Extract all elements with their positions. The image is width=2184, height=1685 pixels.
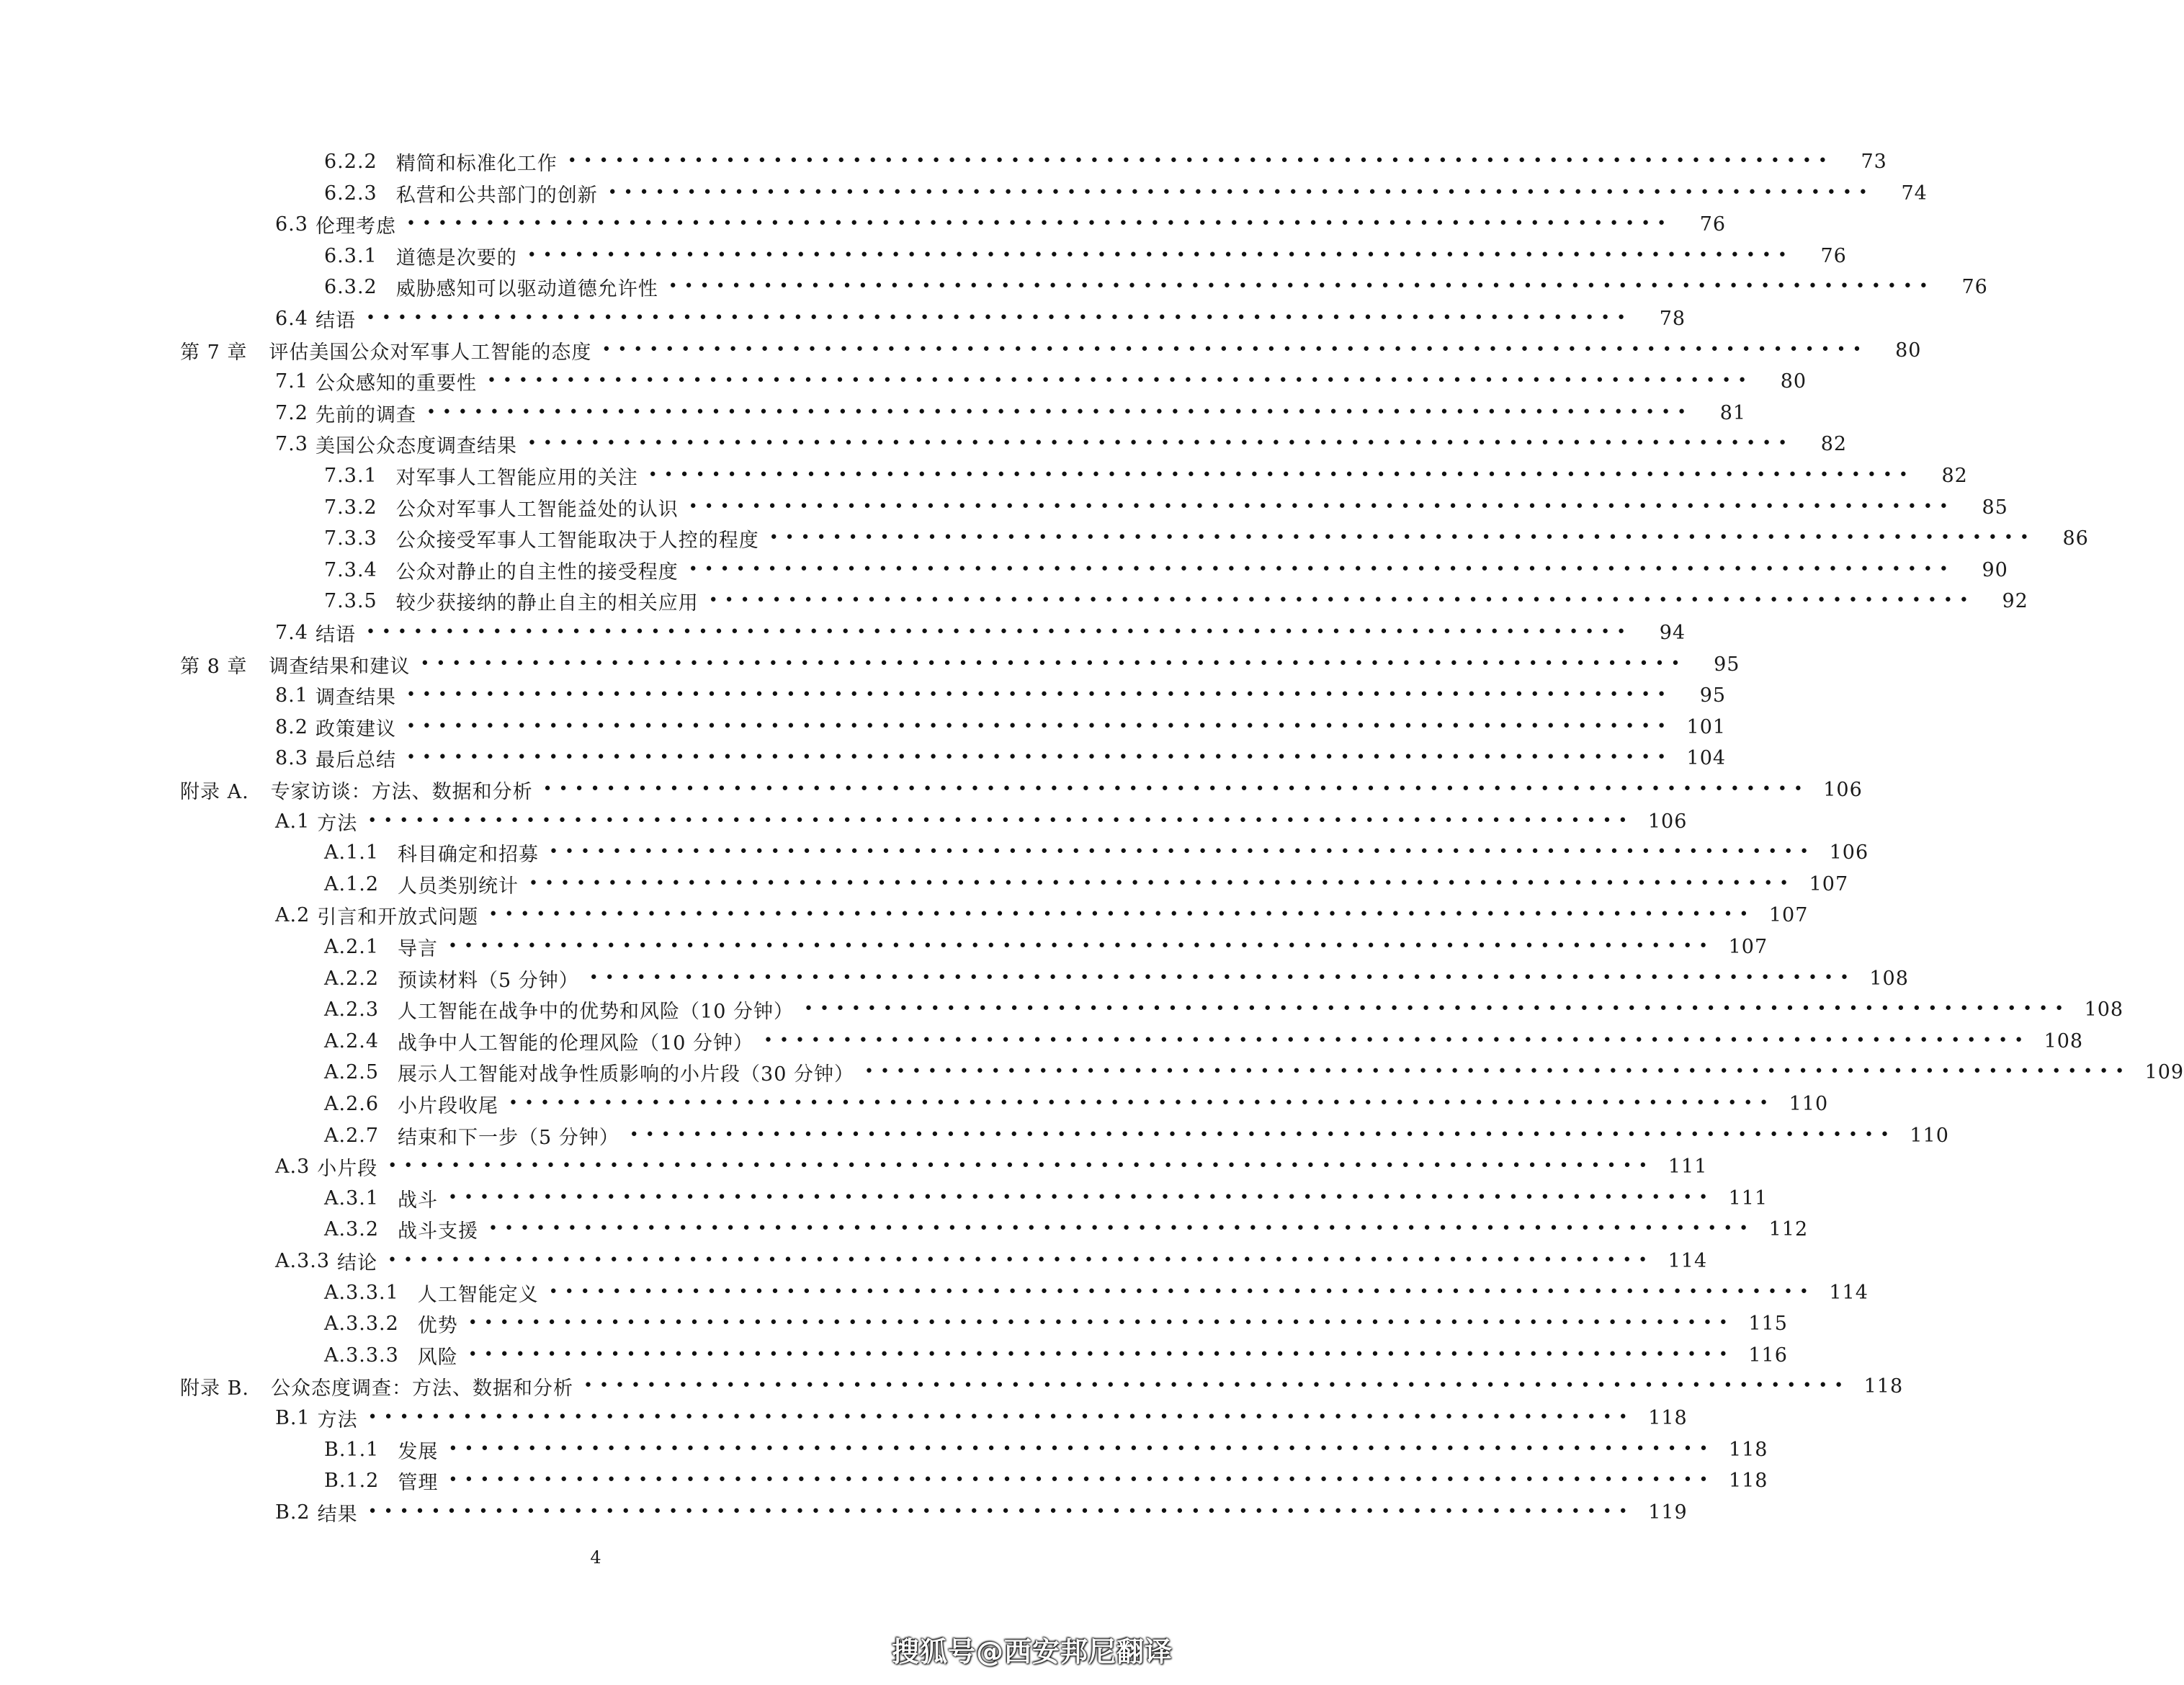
toc-leader-dots: •••••••••••••••••••••••••••••••••••••••••••••••••••••••••••••••••••••••••••••••• xyxy=(365,623,1633,641)
toc-entry-page: 76 xyxy=(1699,213,1727,236)
toc-leader-dots: •••••••••••••••••••••••••••••••••••••••••••••••••••••••••••••••••••••••••••••••• xyxy=(467,1314,1735,1332)
toc-entry-page: 86 xyxy=(2062,527,2089,550)
toc-entry-page: 114 xyxy=(1829,1281,1869,1304)
toc-leader-dots: •••••••••••••••••••••••••••••••••••••••••••••••••••••••••••••••••••••••••••••••• xyxy=(367,812,1634,830)
toc-entry-number: 7.3.4 xyxy=(324,558,377,581)
toc-entry-page: 76 xyxy=(1961,275,1988,298)
toc-leader-dots: •••••••••••••••••••••••••••••••••••••••••••••••••••••••••••••••••••••••••••••••• xyxy=(365,309,1633,327)
toc-entry-number: A.1 xyxy=(275,810,310,833)
toc-leader-dots: •••••••••••••••••••••••••••••••••••••••••••••••••••••••••••••••••••••••••••••••• xyxy=(426,403,1693,421)
toc-entry xyxy=(275,1402,1688,1434)
toc-entry-number: A.2.6 xyxy=(324,1092,380,1115)
toc-leader-dots: •••••••••••••••••••••••••••••••••••••••••••••••••••••••••••••••••••••••••••••••• xyxy=(688,560,1955,578)
toc-leader-dots: •••••••••••••••••••••••••••••••••••••••••••••••••••••••••••••••••••••••••••••••• xyxy=(448,937,1715,955)
toc-entry-number: 7.2 xyxy=(275,401,308,424)
toc-entry-title: 结论 xyxy=(337,1251,378,1274)
toc-entry-title: 公众态度调查：方法、数据和分析 xyxy=(271,1377,574,1400)
toc-entry-page: 101 xyxy=(1686,715,1727,738)
toc-entry xyxy=(275,617,1686,648)
toc-leader-dots: •••••••••••••••••••••••••••••••••••••••••••••••••••••••••••••••••••••••••••••••• xyxy=(648,466,1915,484)
toc-entry-page: 107 xyxy=(1809,872,1849,895)
toc-entry-number: 7.3.3 xyxy=(324,527,377,550)
toc-entry-number: A.3.3.2 xyxy=(324,1312,399,1335)
toc-entry-title: 威胁感知可以驱动道德允许性 xyxy=(395,277,658,300)
toc-entry-number: A.1.2 xyxy=(324,872,380,895)
toc-leader-dots: •••••••••••••••••••••••••••••••••••••••••••••••••••••••••••••••••••••••••••••••• xyxy=(367,1408,1634,1426)
toc-entry xyxy=(324,868,1849,900)
toc-entry-page: 78 xyxy=(1659,307,1686,330)
toc-entry-number: B.1 xyxy=(275,1406,310,1429)
toc-entry-title: 结束和下一步（5 分钟） xyxy=(398,1126,619,1149)
toc-entry-title: 伦理考虑 xyxy=(315,215,396,238)
toc-entry-title: 展示人工智能对战争性质影响的小片段（30 分钟） xyxy=(398,1063,854,1086)
toc-entry-title: 优势 xyxy=(417,1314,458,1337)
toc-entry-number: A.2.2 xyxy=(324,967,380,990)
toc-leader-dots: •••••••••••••••••••••••••••••••••••••••••••••••••••••••••••••••••••••••••••••••• xyxy=(527,246,1794,264)
toc-entry-title: 发展 xyxy=(398,1440,439,1463)
toc-entry-number: 8.1 xyxy=(275,684,308,707)
toc-entry-title: 风险 xyxy=(417,1346,458,1369)
toc-entry xyxy=(324,1088,1829,1119)
toc-leader-dots: •••••••••••••••••••••••••••••••••••••••••••••••••••••••••••••••••••••••••••••••• xyxy=(420,655,1687,673)
toc-entry xyxy=(324,1056,2184,1088)
toc-entry xyxy=(324,1119,1949,1151)
toc-entry-page: 85 xyxy=(1982,496,2008,519)
toc-leader-dots: •••••••••••••••••••••••••••••••••••••••••••••••••••••••••••••••••••••••••••••••• xyxy=(488,906,1755,924)
toc-entry-page: 80 xyxy=(1895,339,1922,362)
toc-entry-title: 结语 xyxy=(315,309,356,332)
toc-entry xyxy=(275,679,1727,711)
toc-entry xyxy=(275,397,1747,429)
toc-entry-number: 第 7 章 xyxy=(180,341,248,364)
toc-entry-page: 95 xyxy=(1699,684,1727,707)
toc-entry-title: 管理 xyxy=(398,1471,439,1494)
toc-entry-number: A.3.3.3 xyxy=(324,1344,399,1367)
toc-entry xyxy=(324,1213,1809,1245)
toc-leader-dots: •••••••••••••••••••••••••••••••••••••••••••••••••••••••••••••••••••••••••••••••• xyxy=(668,277,1935,295)
toc-entry-number: B.2 xyxy=(275,1501,310,1524)
toc-leader-dots: •••••••••••••••••••••••••••••••••••••••••••••••••••••••••••••••••••••••••••••••• xyxy=(486,372,1754,390)
toc-entry-title: 引言和开放式问题 xyxy=(317,906,479,929)
toc-entry-number: 8.3 xyxy=(275,746,308,769)
toc-entry-page: 81 xyxy=(1719,401,1747,424)
toc-entry-page: 82 xyxy=(1820,432,1848,455)
toc-entry-page: 110 xyxy=(1910,1124,1949,1147)
toc-entry xyxy=(275,1496,1688,1528)
toc-entry-page: 116 xyxy=(1748,1344,1788,1367)
toc-entry-title: 战争中人工智能的伦理风险（10 分钟） xyxy=(398,1032,753,1055)
toc-entry-title: 私营和公共部门的创新 xyxy=(395,184,598,207)
toc-entry-title: 较少获接纳的静止自主的相关应用 xyxy=(395,591,699,614)
toc-entry xyxy=(275,899,1809,931)
toc-leader-dots: •••••••••••••••••••••••••••••••••••••••••••••••••••••••••••••••••••••••••••••••• xyxy=(769,529,2036,547)
toc-entry-page: 104 xyxy=(1686,746,1727,769)
toc-entry-page: 114 xyxy=(1668,1249,1708,1272)
toc-entry-title: 专家访谈：方法、数据和分析 xyxy=(270,780,533,803)
toc-leader-dots: •••••••••••••••••••••••••••••••••••••••••••••••••••••••••••••••••••••••••••••••• xyxy=(448,1471,1715,1489)
toc-leader-dots: •••••••••••••••••••••••••••••••••••••••••••••••••••••••••••••••••••••••••••••••• xyxy=(467,1346,1735,1364)
toc-entry-number: 7.3.1 xyxy=(324,464,377,487)
toc-entry-number: 7.1 xyxy=(275,370,308,393)
toc-entry xyxy=(275,428,1848,460)
toc-entry-page: 106 xyxy=(1823,778,1863,801)
toc-entry-number: B.1.2 xyxy=(324,1469,380,1492)
toc-entry-page: 74 xyxy=(1901,182,1928,205)
toc-leader-dots: •••••••••••••••••••••••••••••••••••••••••••••••••••••••••••••••••••••••••••••••• xyxy=(803,1000,2071,1018)
watermark: 搜狐号@西安邦尼翻译 xyxy=(891,1636,1173,1668)
toc-entry-page: 107 xyxy=(1728,935,1768,958)
toc-entry-page: 108 xyxy=(1869,967,1909,990)
toc-entry-number: 6.3 xyxy=(275,213,308,236)
toc-entry xyxy=(324,1465,1768,1496)
toc-entry-page: 106 xyxy=(1829,841,1869,864)
toc-entry-number: 6.3.1 xyxy=(324,244,377,267)
toc-leader-dots: •••••••••••••••••••••••••••••••••••••••••••••••••••••••••••••••••••••••••••••••• xyxy=(406,215,1673,233)
toc-entry xyxy=(324,1339,1788,1371)
toc-leader-dots: •••••••••••••••••••••••••••••••••••••••••••••••••••••••••••••••••••••••••••••••• xyxy=(864,1063,2131,1081)
toc-entry-number: 附录 A. xyxy=(180,780,249,803)
toc-entry xyxy=(275,711,1727,743)
toc-entry-title: 精简和标准化工作 xyxy=(395,152,558,175)
toc-entry-number: A.1.1 xyxy=(324,841,380,864)
toc-entry-page: 107 xyxy=(1768,903,1809,926)
toc-entry-title: 人工智能定义 xyxy=(417,1283,539,1306)
toc-entry-number: 8.2 xyxy=(275,715,308,738)
toc-entry-number: 6.4 xyxy=(275,307,308,330)
toc-entry-number: 7.3 xyxy=(275,432,308,455)
toc-leader-dots: •••••••••••••••••••••••••••••••••••••••••••••••••••••••••••••••••••••••••••••••• xyxy=(708,591,1975,609)
toc-entry-title: 结语 xyxy=(315,623,356,646)
toc-entry-page: 119 xyxy=(1648,1501,1688,1524)
toc-entry xyxy=(180,334,1922,366)
toc-entry xyxy=(180,774,1863,805)
toc-entry-number: A.3.1 xyxy=(324,1186,380,1210)
toc-leader-dots: •••••••••••••••••••••••••••••••••••••••••••••••••••••••••••••••••••••••••••••••• xyxy=(542,780,1809,798)
toc-entry-page: 118 xyxy=(1863,1375,1904,1398)
toc-entry-page: 118 xyxy=(1648,1406,1688,1429)
toc-entry xyxy=(324,1277,1869,1308)
toc-entry xyxy=(324,240,1847,272)
toc-leader-dots: •••••••••••••••••••••••••••••••••••••••••••••••••••••••••••••••••••••••••••••••• xyxy=(567,152,1834,170)
toc-leader-dots: •••••••••••••••••••••••••••••••••••••••••••••••••••••••••••••••••••••••••••••••• xyxy=(448,1440,1715,1458)
toc-entry xyxy=(324,554,2008,586)
toc-entry-title: 对军事人工智能应用的关注 xyxy=(395,466,638,489)
toc-leader-dots: •••••••••••••••••••••••••••••••••••••••••••••••••••••••••••••••••••••••••••••••• xyxy=(388,1251,1655,1269)
toc-entry-page: 109 xyxy=(2144,1060,2184,1083)
toc-entry-title: 先前的调查 xyxy=(315,403,416,426)
toc-entry-page: 118 xyxy=(1728,1438,1768,1461)
toc-entry-page: 108 xyxy=(2084,998,2124,1021)
toc-entry-title: 调查结果 xyxy=(315,686,396,709)
toc-entry xyxy=(275,208,1727,240)
toc-entry xyxy=(324,177,1928,209)
toc-entry-page: 111 xyxy=(1668,1155,1708,1178)
toc-entry-title: 公众接受军事人工智能取决于人控的程度 xyxy=(395,529,759,552)
toc-entry-title: 公众对军事人工智能益处的认识 xyxy=(395,498,679,521)
toc-entry-page: 108 xyxy=(2044,1029,2084,1052)
toc-entry xyxy=(275,365,1807,397)
toc-entry-title: 最后总结 xyxy=(315,748,396,772)
toc-entry xyxy=(324,460,1968,491)
toc-entry-page: 112 xyxy=(1768,1217,1809,1241)
toc-entry-page: 92 xyxy=(2002,589,2028,612)
toc-leader-dots: •••••••••••••••••••••••••••••••••••••••••••••••••••••••••••••••••••••••••••••••• xyxy=(583,1377,1850,1395)
toc-leader-dots: •••••••••••••••••••••••••••••••••••••••••••••••••••••••••••••••••••••••••••••••• xyxy=(367,1503,1634,1521)
toc-entry xyxy=(324,962,1909,994)
toc-entry-number: 6.2.2 xyxy=(324,150,377,173)
toc-entry-title: 公众感知的重要性 xyxy=(315,372,477,395)
toc-entry-page: 90 xyxy=(1982,558,2008,581)
toc-entry-title: 政策建议 xyxy=(315,718,396,741)
toc-entry-number: 第 8 章 xyxy=(180,655,248,678)
toc-entry-page: 73 xyxy=(1861,150,1887,173)
toc-entry-title: 公众对静止的自主性的接受程度 xyxy=(395,560,679,584)
toc-entry-page: 118 xyxy=(1728,1469,1768,1492)
toc-entry-title: 方法 xyxy=(317,812,358,835)
toc-entry-title: 美国公众态度调查结果 xyxy=(315,434,517,457)
toc-entry xyxy=(324,1182,1768,1214)
toc-entry xyxy=(275,303,1686,334)
toc-entry-page: 76 xyxy=(1820,244,1847,267)
toc-leader-dots: •••••••••••••••••••••••••••••••••••••••••••••••••••••••••••••••••••••••••••••••• xyxy=(763,1032,2031,1050)
toc-entry-title: 战斗支援 xyxy=(398,1220,479,1243)
toc-entry-title: 调查结果和建议 xyxy=(269,655,411,678)
toc-leader-dots: •••••••••••••••••••••••••••••••••••••••••••••••••••••••••••••••••••••••••••••••• xyxy=(529,875,1796,893)
toc-leader-dots: •••••••••••••••••••••••••••••••••••••••••••••••••••••••••••••••••••••••••••••••• xyxy=(607,184,1874,202)
toc-entry-page: 82 xyxy=(1941,464,1968,487)
toc-leader-dots: •••••••••••••••••••••••••••••••••••••••••••••••••••••••••••••••••••••••••••••••• xyxy=(548,1283,1815,1301)
toc-entry-number: A.2.7 xyxy=(324,1124,380,1147)
toc-entry-title: 方法 xyxy=(317,1408,358,1431)
toc-entry xyxy=(324,1025,2084,1057)
toc-entry-number: 6.3.2 xyxy=(324,275,377,298)
toc-entry-number: A.3.3.1 xyxy=(324,1281,399,1304)
toc-leader-dots: •••••••••••••••••••••••••••••••••••••••••••••••••••••••••••••••••••••••••••••••• xyxy=(601,341,1869,359)
toc-leader-dots: •••••••••••••••••••••••••••••••••••••••••••••••••••••••••••••••••••••••••••••••• xyxy=(688,498,1955,516)
toc-leader-dots: •••••••••••••••••••••••••••••••••••••••••••••••••••••••••••••••••••••••••••••••• xyxy=(629,1126,1896,1144)
toc-leader-dots: •••••••••••••••••••••••••••••••••••••••••••••••••••••••••••••••••••••••••••••••• xyxy=(448,1189,1715,1207)
toc-entry-page: 106 xyxy=(1647,810,1688,833)
toc-entry-number: A.2.1 xyxy=(324,935,380,958)
toc-entry xyxy=(324,491,2008,523)
toc-entry xyxy=(324,271,1988,303)
toc-leader-dots: •••••••••••••••••••••••••••••••••••••••••••••••••••••••••••••••••••••••••••••••• xyxy=(509,1094,1776,1112)
toc-entry xyxy=(324,836,1869,868)
toc-entry xyxy=(180,1370,1904,1402)
toc-entry-title: 战斗 xyxy=(398,1189,439,1212)
toc-entry xyxy=(324,1434,1768,1465)
toc-entry xyxy=(275,1245,1708,1277)
toc-entry xyxy=(324,1308,1788,1339)
toc-entry-number: A.2.3 xyxy=(324,998,380,1021)
toc-entry-title: 小片段 xyxy=(317,1157,378,1180)
toc-entry-page: 110 xyxy=(1789,1092,1829,1115)
toc-leader-dots: •••••••••••••••••••••••••••••••••••••••••••••••••••••••••••••••••••••••••••••••• xyxy=(406,718,1673,736)
toc-leader-dots: •••••••••••••••••••••••••••••••••••••••••••••••••••••••••••••••••••••••••••••••• xyxy=(488,1220,1755,1238)
toc-entry xyxy=(275,1150,1708,1182)
toc-entry-number: A.3.2 xyxy=(324,1217,380,1241)
toc-entry xyxy=(324,931,1768,962)
toc-entry xyxy=(275,742,1727,774)
toc-entry-title: 预读材料（5 分钟） xyxy=(398,969,579,992)
toc-leader-dots: •••••••••••••••••••••••••••••••••••••••••••••••••••••••••••••••••••••••••••••••• xyxy=(588,969,1856,987)
toc-entry-page: 111 xyxy=(1728,1186,1768,1210)
toc-entry-page: 94 xyxy=(1659,621,1686,644)
toc-entry-number: A.2 xyxy=(275,903,310,926)
toc-entry-number: A.2.5 xyxy=(324,1060,380,1083)
toc-entry-number: A.3.3 xyxy=(275,1249,331,1272)
toc-entry xyxy=(324,993,2124,1025)
toc-entry-number: 7.3.5 xyxy=(324,589,377,612)
toc-entry-number: 7.3.2 xyxy=(324,496,377,519)
toc-entry-number: A.3 xyxy=(275,1155,310,1178)
toc-entry-title: 道德是次要的 xyxy=(395,246,517,269)
toc-entry-title: 科目确定和招募 xyxy=(398,843,540,866)
toc-entry-number: B.1.1 xyxy=(324,1438,380,1461)
toc-leader-dots: •••••••••••••••••••••••••••••••••••••••••••••••••••••••••••••••••••••••••••••••• xyxy=(527,434,1794,452)
toc-entry-number: 6.2.3 xyxy=(324,182,377,205)
toc-entry-title: 小片段收尾 xyxy=(398,1094,499,1117)
toc-leader-dots: •••••••••••••••••••••••••••••••••••••••••••••••••••••••••••••••••••••••••••••••• xyxy=(549,843,1816,861)
toc-leader-dots: •••••••••••••••••••••••••••••••••••••••••••••••••••••••••••••••••••••••••••••••• xyxy=(388,1157,1655,1175)
toc-entry-title: 人员类别统计 xyxy=(398,875,519,898)
toc-entry xyxy=(324,522,2089,554)
toc-entry-title: 人工智能在战争中的优势和风险（10 分钟） xyxy=(398,1000,794,1023)
toc-entry-number: 附录 B. xyxy=(180,1377,250,1400)
toc-entry-page: 95 xyxy=(1714,653,1740,676)
toc-entry-title: 导言 xyxy=(398,937,439,960)
toc-entry xyxy=(324,585,2028,617)
toc-entry xyxy=(324,146,1887,177)
toc-entry-number: 7.4 xyxy=(275,621,308,644)
toc-entry-title: 结果 xyxy=(317,1503,358,1526)
toc-entry-number: A.2.4 xyxy=(324,1029,380,1052)
toc-entry-page: 80 xyxy=(1780,370,1807,393)
toc-entry-title: 评估美国公众对军事人工智能的态度 xyxy=(269,341,592,364)
toc-leader-dots: •••••••••••••••••••••••••••••••••••••••••••••••••••••••••••••••••••••••••••••••• xyxy=(406,748,1673,766)
toc-entry xyxy=(275,805,1688,837)
toc-leader-dots: •••••••••••••••••••••••••••••••••••••••••••••••••••••••••••••••••••••••••••••••• xyxy=(406,686,1673,704)
toc-entry-page: 115 xyxy=(1748,1312,1788,1335)
toc-entry xyxy=(180,648,1740,680)
page-number: 4 xyxy=(590,1547,601,1568)
